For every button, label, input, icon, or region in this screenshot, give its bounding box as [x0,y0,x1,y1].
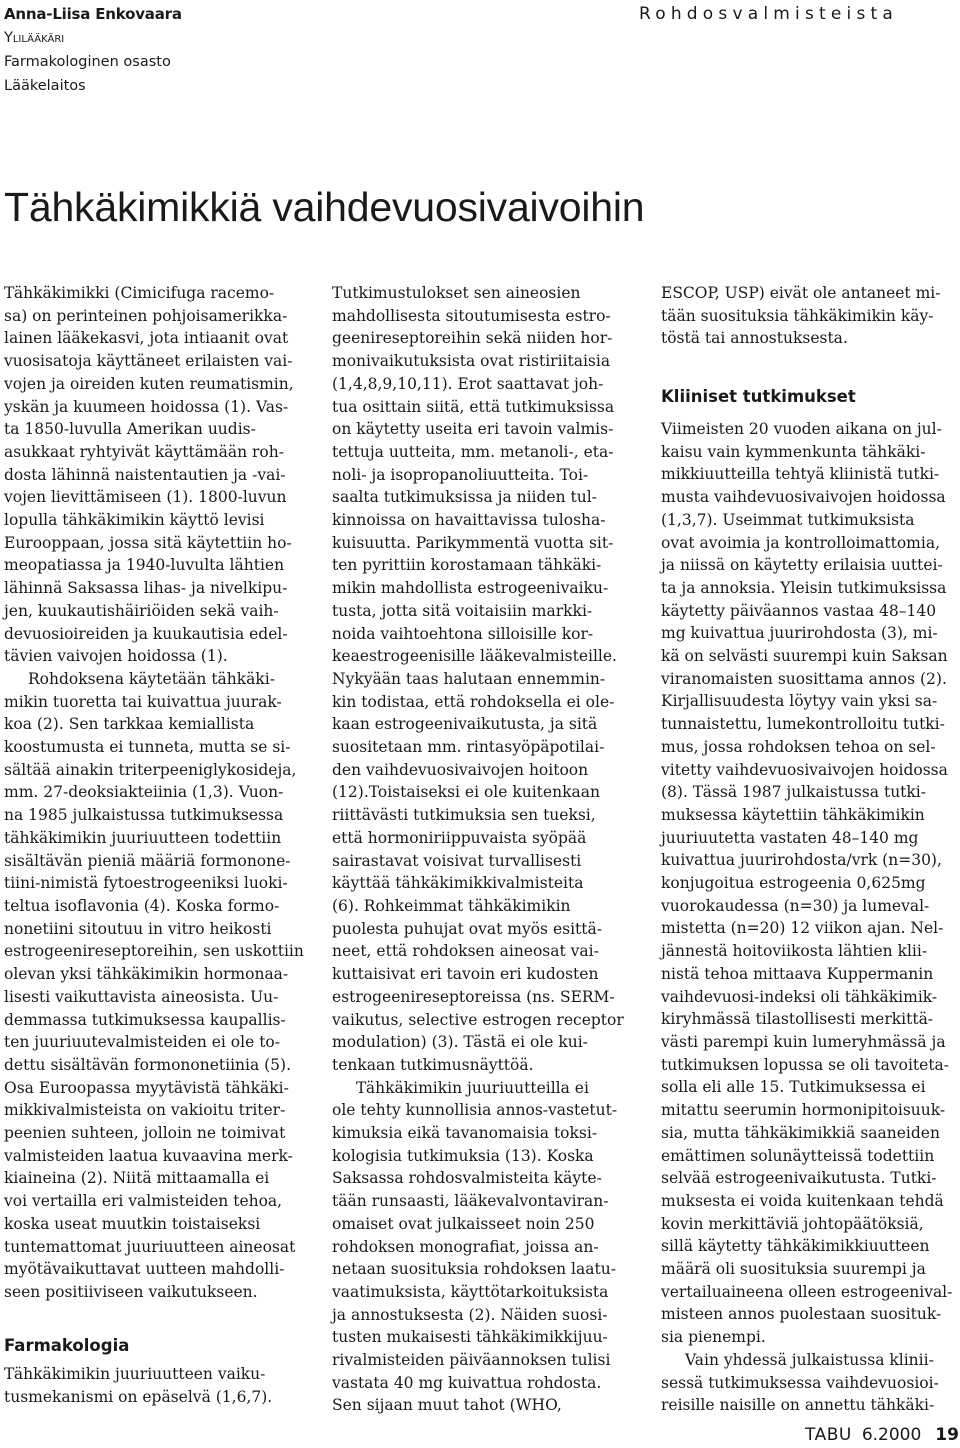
text-line: ten juuriuutevalmisteiden ei ole to- [4,1033,280,1052]
text-line: (6). Rohkeimmat tähkäkimikin [332,896,571,915]
text-line: Viimeisten 20 vuoden aikana on jul- [661,420,942,438]
author-title: Ylilääkäri [4,30,65,46]
text-line: kuisuutta. Parikymmentä vuotta sit- [332,533,614,552]
text-line: juuriuutetta vastaten 48–140 mg [661,828,919,847]
text-line: nonetiini sitoutuu in vitro heikosti [4,919,272,938]
text-line: tään suosituksia tähkäkimikin käy- [661,306,934,325]
text-line: selvää estrogeenivaikutusta. Tutki- [661,1169,937,1188]
text-line: misteen annos puolestaan suosituk- [661,1305,942,1324]
text-line: puolesta puhujat ovat myös esittä- [332,919,602,938]
text-line: nistä tehoa mittaava Kuppermanin [661,964,934,983]
text-line: mm. 27-deoksiakteiinia (1,3). Vuon- [4,783,284,802]
text-line: koa (2). Sen tarkkaa kemiallista [4,715,255,734]
issue-number: 6.2000 [861,1425,922,1445]
text-line: määrä oli suosituksia suurempi ja [661,1260,926,1279]
text-line: Tähkäkimikin juuriuutteilla ei [356,1078,589,1097]
text-line: neet, että rohdoksen aineosat vai- [332,942,599,961]
text-line: koostumusta ei tunneta, mutta se si- [4,738,291,757]
text-line: käytetty päiväannos vastaa 48–140 [661,601,937,620]
text-line: tähkäkimikin juuriuutteen todettiin [4,828,282,847]
text-line: dettu sisältävän formononetiinia (5). [4,1055,292,1074]
text-line: lisesti vaikuttavista aineosista. Uu- [4,987,279,1006]
text-line: vaikutus, selective estrogen receptor [332,1010,624,1029]
text-line: Tähkäkimikin juuriuutteen vaiku- [4,1365,266,1383]
page-number: 19 [935,1425,959,1445]
text-line: (12).Toistaiseksi ei ole kuitenkaan [332,783,600,802]
text-line: Kirjallisuudesta löytyy vain yksi sa- [661,692,938,711]
text-line: na 1985 julkaistussa tutkimuksessa [4,806,284,825]
text-line: ovat avoimia ja kontrolloimattomia, [661,533,940,552]
text-line: viranomaisten suosittama annos (2). [661,669,947,688]
text-column-2 [332,282,628,1417]
text-line: voi vertailla eri valmisteiden tehoa, [4,1192,283,1211]
text-line: sia, mutta tähkäkimikkiä saaneiden [661,1123,940,1142]
text-line: kimuksia eikä tavanomaisia toksi- [332,1124,598,1143]
text-column-1 [4,282,304,1304]
article-title: Tähkäkimikkiä vaihdevuosivaivoihin [4,184,645,230]
text-line: kiryhmässä tilastollisesti merkittä- [661,1010,934,1029]
text-line: yskän ja kuumeen hoidossa (1). Vas- [4,397,289,416]
text-line: peenien suhteen, jolloin ne toimivat [4,1124,286,1143]
text-line: noli- ja isopropanoliuutteita. Toi- [332,465,589,484]
text-line: tutkimuksen lopussa se oli tavoiteta- [661,1055,950,1074]
text-line: sisältävän pieniä määriä formonone- [4,851,291,870]
publication-name: TABU [805,1425,852,1445]
text-line: reisille naisille on annettu tähkäki- [661,1396,935,1415]
text-line: Osa Euroopassa myytävistä tähkäki- [4,1078,289,1097]
text-line: tua osittain siitä, että tutkimuksissa [332,397,615,416]
text-line: tenkaan tutkimusnäyttöä. [332,1055,534,1074]
text-line: tettuja uutteita, mm. metanoli-, eta- [332,442,614,461]
text-line: sillä käytetty tähkäkimikkiuutteen [661,1237,930,1256]
text-line: kuivattua juurirohdosta/vrk (n=30), [661,851,942,870]
text-line: sa) on perinteinen pohjoisamerikka- [4,306,288,325]
subheading-farmakologia: Farmakologia [4,1336,130,1355]
text-line: meopatiassa ja 1940-luvulta lähtien [4,556,285,575]
text-line: Vain yhdessä julkaistussa klinii- [685,1350,934,1369]
text-line: vojen ja oireiden kuten reumatismin, [4,374,294,393]
text-line: vuorokaudessa (n=30) ja lumeval- [661,896,930,915]
text-line: tunnaistettu, lumekontrolloitu tutki- [661,715,945,734]
text-line: Sen sijaan muut tahot (WHO, [332,1396,562,1415]
text-line: saalta tutkimuksissa ja niiden tul- [332,488,597,507]
text-line: mus, jossa rohdoksen tehoa on sel- [661,737,936,756]
text-line: Nykyään taas halutaan ennemmin- [332,669,606,688]
text-line: geenireseptoreihin sekä niiden hor- [332,329,613,348]
text-line: Eurooppaan, jossa sitä käytettiin ho- [4,533,292,552]
text-line: dosta lähinnä naistentautien ja -vai- [4,465,286,484]
text-line: konjugoitua estrogeenia 0,625mg [661,874,926,893]
text-line: myötävaikuttavat uutteen mahdolli- [4,1260,285,1279]
text-line: monivaikutuksista ovat ristiriitaisia [332,352,611,371]
text-line: asukkaat ryhtyivät käyttämään roh- [4,442,284,461]
text-line: ta ja annoksia. Yleisin tutkimuksissa [661,578,947,597]
text-line: demmassa tutkimuksessa kaupallis- [4,1010,286,1029]
text-line: sia pienempi. [661,1328,766,1347]
text-line: estrogeenireseptoreihin, sen uskottiin [4,942,304,961]
text-line: jännestä hoitoviikosta lähtien klii- [661,942,928,961]
text-line: jen, kuukautishäiriöiden sekä vaih- [4,601,279,620]
text-line: den vaihdevuosivaivojen hoitoon [332,760,589,779]
text-line: rivalmisteiden päiväannoksen tulisi [332,1351,611,1370]
text-line: mahdollisesta sitoutumisesta estro- [332,306,611,325]
text-column-3-continued [661,418,952,1417]
section-label: Rohdosvalmisteista [638,4,898,24]
text-line: (1,3,7). Useimmat tutkimuksista [661,510,915,529]
text-line: kin todistaa, että rohdoksella ei ole- [332,692,615,711]
text-line: kä on selvästi suurempi kuin Saksan [661,647,948,666]
text-line: mikkivalmisteista on vakioitu triter- [4,1101,286,1120]
text-line: Rohdoksena käytetään tähkäki- [28,669,275,688]
text-line: noida vaihtoehtona silloisille kor- [332,624,594,643]
text-line: tusmekanismi on epäselvä (1,6,7). [4,1387,273,1406]
text-line: lähinnä Saksassa lihas- ja nivelkipu- [4,579,288,598]
author-block [4,2,182,98]
text-line: mitattu seerumin hormonipitoisuuk- [661,1101,946,1120]
text-line: että hormoniriippuvaista syöpää [332,828,587,847]
text-line: vojen lievittämiseen (1). 1800-luvun [4,488,287,507]
text-line: tusten mukaisesti tähkäkimikkijuu- [332,1328,608,1347]
text-line: ESCOP, USP) eivät ole antaneet mi- [661,284,941,302]
text-line: töstä tai annostuksesta. [661,329,848,348]
text-line: Tutkimustulokset sen aineosien [332,284,581,302]
text-line: seen positiiviseen vaikutukseen. [4,1282,258,1301]
text-line: ole tehty kunnollisia annos-vastetut- [332,1101,618,1120]
text-line: emättimen solunäytteissä todettiin [661,1146,935,1165]
page-footer [805,1424,959,1446]
text-line: lainen lääkekasvi, jota intiaanit ovat [4,329,289,348]
text-line: sältää ainakin triterpeeniglykosideja, [4,760,297,779]
text-line: ja annostuksesta (2). Näiden suosi- [332,1305,608,1324]
text-line: estrogeenireseptoreissa (ns. SERM- [332,987,615,1006]
text-line: riittävästi tutkimuksia sen tueksi, [332,806,596,825]
author-institution: Lääkelaitos [4,78,86,94]
text-column-3 [661,282,957,350]
text-line: kologisia tutkimuksia (13). Koska [332,1146,594,1165]
text-line: tävien vaivojen hoidossa (1). [4,647,228,666]
text-line: devuosioireiden ja kuukautisia edel- [4,624,288,643]
text-line: Saksassa rohdosvalmisteita käyte- [332,1169,602,1188]
text-line: ta 1850-luvulla Amerikan uudis- [4,420,256,439]
text-line: (1,4,8,9,10,11). Erot saattavat joh- [332,374,604,393]
text-line: mikkiuutteilla tehtyä kliinistä tutki- [661,465,940,484]
text-line: käyttää tähkäkimikkivalmisteita [332,874,584,893]
text-line: modulation) (3). Tästä ei ole kui- [332,1033,588,1052]
text-line: solla eli alle 15. Tutkimuksessa ei [661,1078,926,1097]
author-department: Farmakologinen osasto [4,54,171,70]
text-line: vastata 40 mg kuivattua rohdosta. [332,1373,602,1392]
text-line: västi parempi kuin lumeryhmässä ja [661,1032,946,1051]
text-line: vaatimuksista, käyttötarkoituksista [332,1282,609,1301]
text-line: kuttaisivat eri tavoin eri kudosten [332,965,599,984]
text-line: kiaineina (2). Niitä mittaamalla ei [4,1169,270,1188]
text-line: teltua isoflavonia (4). Koska formo- [4,896,280,915]
text-line: kovin merkittäviä johtopäätöksiä, [661,1214,924,1233]
text-line: kinnoissa on havaittavissa tulosha- [332,511,606,530]
text-line: mikin mahdollista estrogeenivaiku- [332,579,609,598]
text-line: suositetaan mm. rintasyöpäpotilai- [332,738,605,757]
text-line: mistetta (n=20) 12 viikon ajan. Nel- [661,919,944,938]
text-line: Tähkäkimikki (Cimicifuga racemo- [4,284,275,302]
text-line: netaan suosituksia rohdoksen laatu- [332,1260,616,1279]
text-line: vuosisatoja käyttäneet erilaisten vai- [4,352,293,371]
text-line: musta vaihdevuosivaivojen hoidossa [661,488,946,507]
text-line: kaan estrogeenivaikutusta, ja sitä [332,715,598,734]
text-line: sairastavat voisivat turvallisesti [332,851,582,870]
text-line: vitetty vaihdevuosivaivojen hoidossa [661,760,948,779]
text-line: keaestrogeenisille lääkevalmisteille. [332,647,617,666]
text-line: olevan yksi tähkäkimikin hormonaa- [4,965,289,984]
text-line: (8). Tässä 1987 julkaistussa tutki- [661,783,926,802]
text-line: lopulla tähkäkimikin käyttö levisi [4,511,265,530]
text-line: sessä tutkimuksessa vaihdevuosioi- [661,1373,939,1392]
author-name: Anna-Liisa Enkovaara [4,5,182,23]
text-line: tään runsaasti, lääkevalvontaviran- [332,1192,609,1211]
text-line: rohdoksen monografiat, joissa an- [332,1237,599,1256]
text-line: mikin tuoretta tai kuivattua juurak- [4,692,282,711]
text-line: mg kuivattua juurirohdosta (3), mi- [661,624,938,643]
text-line: on käytetty useita eri tavoin valmis- [332,420,614,439]
text-line: tuntemattomat juuriuutteen aineosat [4,1237,296,1256]
text-line: tusta, jotta sitä voitaisiin markki- [332,601,593,620]
text-line: ten pyrittiin korostamaan tähkäki- [332,556,602,575]
subheading-kliiniset-tutkimukset: Kliiniset tutkimukset [661,387,856,406]
text-line: muksesta ei voida kuitenkaan tehdä [661,1191,944,1210]
text-line: omaiset ovat julkaisseet noin 250 [332,1214,595,1233]
text-column-1-continued [4,1363,272,1408]
text-line: ja niissä on käytetty erilaisia uuttei- [661,556,943,575]
text-line: koska useat muutkin toistaiseksi [4,1214,261,1233]
text-line: kaisu vain kymmenkunta tähkäki- [661,442,926,461]
text-line: vaihdevuosi-indeksi oli tähkäkimik- [661,987,938,1006]
text-line: muksessa käytettiin tähkäkimikin [661,805,925,824]
text-line: tiini-nimistä fytoestrogeeniksi luoki- [4,874,288,893]
text-line: valmisteiden laatua kuvaavina merk- [4,1146,293,1165]
text-line: vertailuaineena olleen estrogeenival- [661,1282,953,1301]
